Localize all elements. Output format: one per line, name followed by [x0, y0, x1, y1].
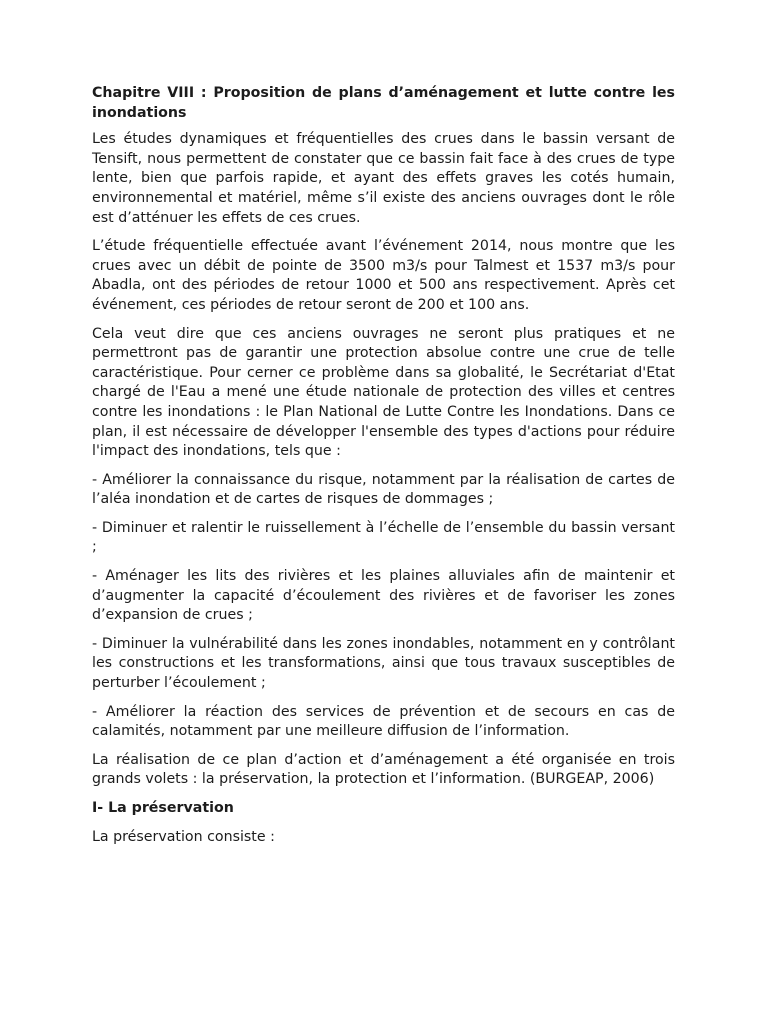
document-page: [92, 84, 675, 856]
section-intro: La préservation consiste :: [92, 828, 275, 845]
paragraph: Les études dynamiques et fréquentielles des crues dans le bassin versant de Tensift, nous permettent de constater que ce bassin fait face à des crues de type lente, bien que parfois rapide, et ayant des effets graves les cotés humain, environnemental et matériel, même s’il existe des anciens ouvrages dont le rôle est d’atténuer les effets de ces crues.: [92, 131, 675, 226]
list-item: - Aménager les lits des rivières et les plaines alluviales afin de maintenir et d’augmenter la capacité d’écoulement des rivières et de favoriser les zones d’expansion de crues ;: [92, 568, 675, 624]
list-item: - Diminuer la vulnérabilité dans les zones inondables, notamment en y contrôlant les constructions et les transformations, ainsi que tous travaux susceptibles de perturber l’écoulement ;: [92, 635, 675, 692]
list-item: - Améliorer la réaction des services de prévention et de secours en cas de calamités, notamment par une meilleure diffusion de l’information.: [92, 703, 675, 740]
list-item: - Améliorer la connaissance du risque, notamment par la réalisation de cartes de l’aléa inondation et de cartes de risques de dommages ;: [92, 471, 675, 508]
section-title: I- La préservation: [92, 800, 234, 816]
list-item: - Diminuer et ralentir le ruissellement à l’échelle de l’ensemble du bassin versant ;: [92, 519, 675, 556]
chapter-title: Chapitre VIII : Proposition de plans d’aménagement et lutte contre les inondations: [92, 85, 675, 121]
paragraph: Cela veut dire que ces anciens ouvrages ne seront plus pratiques et ne permettront pas de garantir une protection absolue contre une crue de telle caractéristique. Pour cerner ce problème dans sa globalité, le Secrétariat d'Etat chargé de l'Eau a mené une étude nationale de protection des villes et centres contre les inondations : le Plan National de Lutte Contre les Inondations. Dans ce plan, il est nécessaire de développer l'ensemble des types d'actions pour réduire l'impact des inondations, tels que :: [92, 325, 675, 460]
paragraph: L’étude fréquentielle effectuée avant l’événement 2014, nous montre que les crues avec un débit de pointe de 3500 m3/s pour Talmest et 1537 m3/s pour Abadla, ont des périodes de retour 1000 et 500 ans respectivement. Après cet événement, ces périodes de retour seront de 200 et 100 ans.: [92, 238, 675, 313]
paragraph: La réalisation de ce plan d’action et d’aménagement a été organisée en trois grands volets : la préservation, la protection et l’information. (BURGEAP, 2006): [92, 751, 675, 788]
